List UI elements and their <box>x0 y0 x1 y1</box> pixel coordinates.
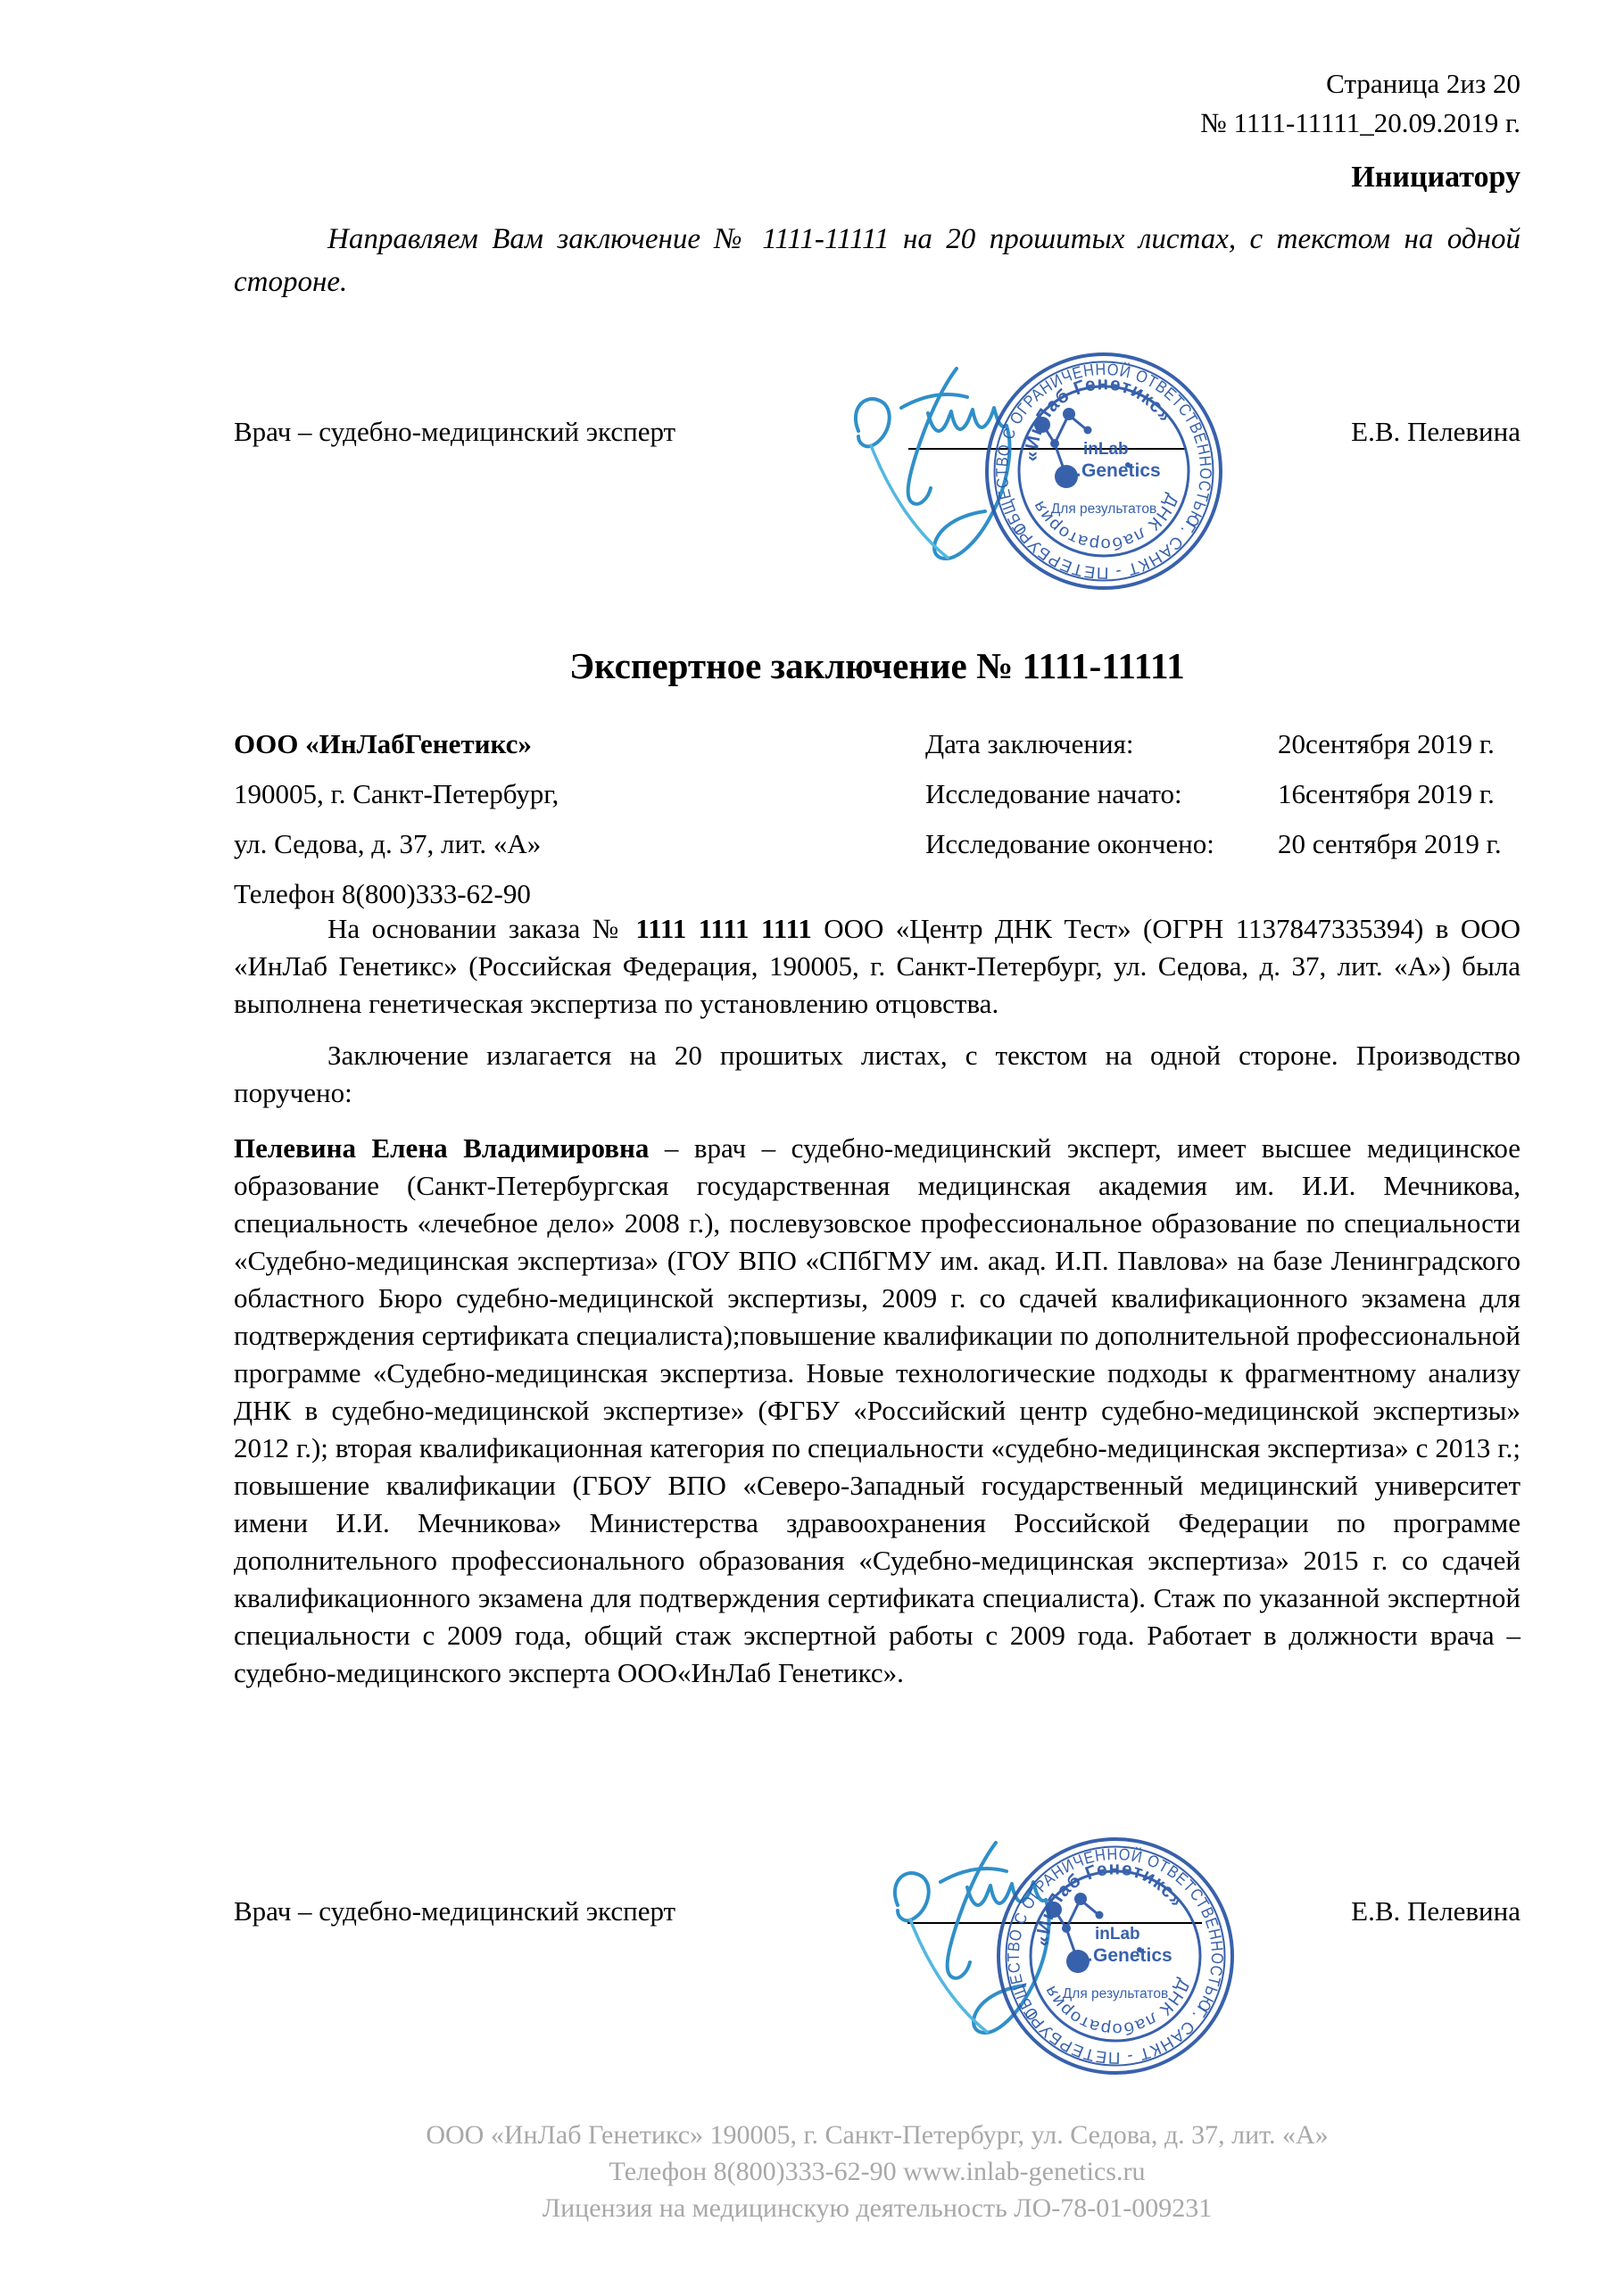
date-finished-label: Исследование окончено: <box>925 828 1214 859</box>
expert-role-label-2: Врач – судебно-медицинский эксперт <box>234 1895 676 1927</box>
document-title: Экспертное заключение № 1111-11111 <box>569 645 1185 686</box>
date-started-label: Исследование начато: <box>925 778 1182 809</box>
info-row <box>234 778 1520 828</box>
document-footer <box>234 2117 1520 2226</box>
date-conclusion-value: 20сентября 2019 г. <box>1278 728 1495 759</box>
date-started-value: 16сентября 2019 г. <box>1278 778 1495 809</box>
org-address-line2: ул. Седова, д. 37, лит. «А» <box>234 828 542 859</box>
org-name: ООО «ИнЛабГенетикс» <box>234 728 532 759</box>
order-number: 1111 1111 1111 <box>635 913 812 944</box>
intro-paragraph: Направляем Вам заключение № 1111-11111 на 20 прошитых листах, с текстом на одной стороне. <box>234 223 1520 298</box>
page-header <box>234 64 1520 143</box>
expert-role-label: Врач – судебно-медицинский эксперт <box>234 416 676 447</box>
date-finished-value: 20 сентября 2019 г. <box>1278 828 1502 859</box>
page-number: Страница 2из 20 <box>1326 68 1520 99</box>
org-phone: Телефон 8(800)333-62-90 <box>234 878 531 909</box>
addressee-label: Инициатору <box>1351 161 1520 194</box>
order-text-pre: На основании заказа № <box>327 913 636 944</box>
footer-license: Лицензия на медицинскую деятельность ЛО-78-01-009231 <box>542 2193 1213 2223</box>
date-conclusion-label: Дата заключения: <box>925 728 1134 759</box>
expert-full-name: Пелевина Елена Владимировна <box>234 1132 650 1164</box>
order-text-post: ООО «Центр ДНК Тест» (ОГРН 1137847335394) в ООО «ИнЛаб Генетикс» (Российская Федерация, 190005, г. Санкт-Петербург, ул. Седова, д. 37, лит. «А») была выполнена генетическая экспертиза по установлению отцовства. <box>234 913 1521 1019</box>
footer-address: ООО «ИнЛаб Генетикс» 190005, г. Санкт-Петербург, ул. Седова, д. 37, лит. «А» <box>426 2120 1329 2150</box>
info-block <box>234 728 1520 933</box>
company-stamp-2 <box>995 1836 1236 2076</box>
info-row <box>234 828 1520 878</box>
body-paragraph-sheets: Заключение излагается на 20 прошитых листах, с текстом на одной стороне. Производство поручено: <box>234 1040 1520 1108</box>
expert-name-2: Е.В. Пелевина <box>1351 1895 1520 1927</box>
expert-bio-text: – врач – судебно-медицинский эксперт, имеет высшее медицинское образование (Санкт-Петербургская государственная медицинская академия им. И.И. Мечникова, специальность «лечебное дело» 2008 г.), послевузовское профессиональное образование по специальности «Судебно-медицинская экспертиза» (ГОУ ВПО «СПбГМУ им. акад. И.П. Павлова» на базе Ленинградского областного Бюро судебно-медицинской экспертизы, 2009 г. со сдачей квалификационного экзамена для подтверждения сертификата специалиста);повышение квалификации по дополнительной профессиональной программе «Судебно-медицинская экспертиза. Новые технологические подходы к фрагментному анализу ДНК в судебно-медицинской экспертизе» (ФГБУ «Российский центр судебно-медицинской экспертизы» 2012 г.); вторая квалификационная категория по специальности «судебно-медицинская экспертиза» с 2013 г.; повышение квалификации (ГБОУ ВПО «Северо-Западный государственный медицинский университет имени И.И. Мечникова» Министерства здравоохранения Российской Федерации по программе дополнительного профессионального образования «Судебно-медицинская экспертиза» 2015 г. со сдачей квалификационного экзамена для подтверждения сертификата специалиста). Стаж по указанной экспертной специальности с 2009 года, общий стаж экспертной работы с 2009 года. Работает в должности врача – судебно-медицинского эксперта ООО«ИнЛаб Генетикс». <box>234 1132 1521 1688</box>
doc-number: № 1111-11111_20.09.2019 г. <box>1200 107 1520 138</box>
body-paragraph-expert-bio <box>234 1130 1520 1692</box>
expert-name: Е.В. Пелевина <box>1351 416 1520 447</box>
body-paragraph-order <box>234 910 1520 1023</box>
org-address-line1: 190005, г. Санкт-Петербург, <box>234 778 559 809</box>
company-stamp <box>983 351 1224 592</box>
footer-phone: Телефон 8(800)333-62-90 www.inlab-genetics.ru <box>609 2157 1146 2186</box>
info-row <box>234 728 1520 778</box>
